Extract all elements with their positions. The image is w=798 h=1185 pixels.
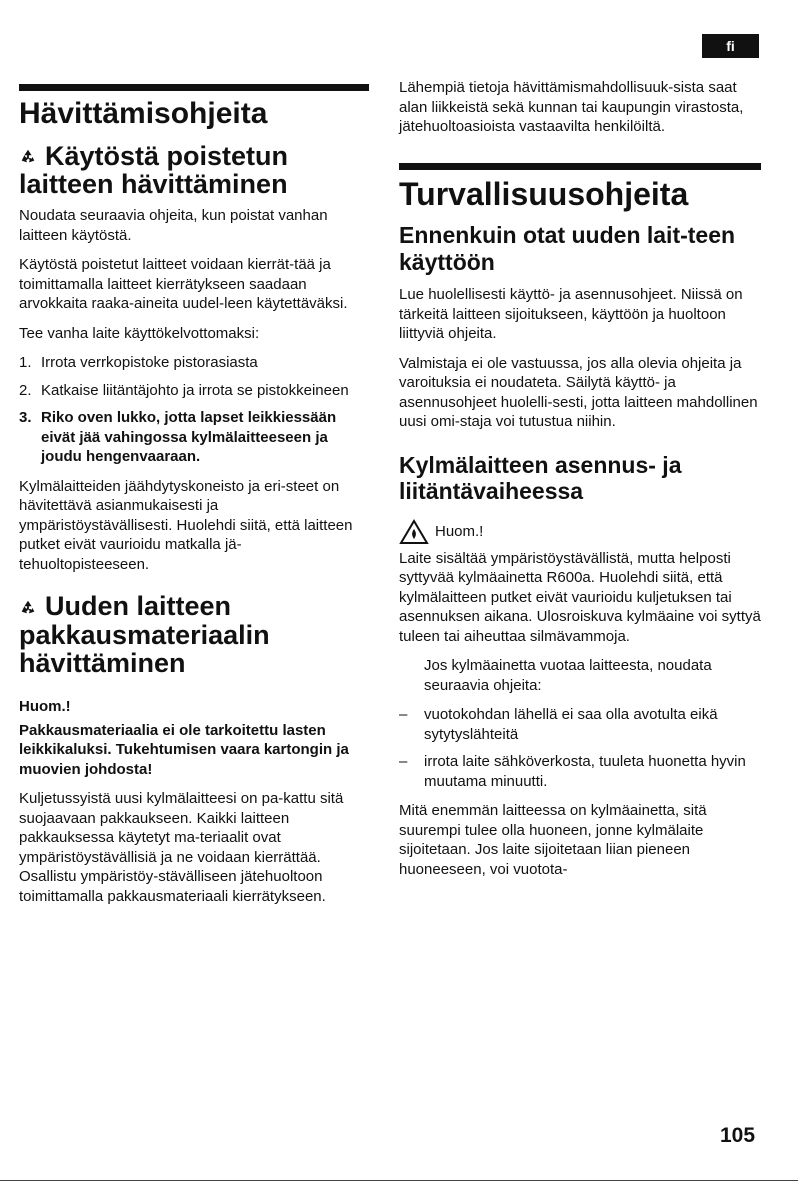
list-item: – irrota laite sähköverkosta, tuuleta huonetta hyvin muutama minuutti. [399,752,761,791]
step-number: 3. [19,409,32,427]
paragraph: Tee vanha laite käyttökelvottomaksi: [19,324,260,342]
list-item-text: vuotokohdan lähellä ei saa olla avotulta eikä sytytyslähteitä [424,706,718,743]
step-text: Irrota verrkopistoke pistorasiasta [41,354,258,372]
right-column [399,78,761,889]
list-item [19,408,369,467]
paragraph: Kuljetussyistä uusi kylmälaitteesi on pa-kattu sitä suojaavaan pakkaukseen. Kaikki laitteen pakkauksessa käytetyt ma-teriaalit ovat ympäristöystävällisiä ja ne voidaan kierrättää. Osallistu ympäristöy-stävälliseen jätehuoltoon toimittamalla pakkausmateriaali kierrätykseen. [19,790,344,905]
paragraph: Käytöstä poistetut laitteet voidaan kierrät-tää ja toimittamalla laitteet kierrätykseen saadaan arvokkaita raaka-aineita uudel-leen käytettäväksi. [19,256,348,313]
step-number: 2. [19,381,32,399]
list-item-text: irrota laite sähköverkosta, tuuleta huonetta hyvin muutama minuutti. [424,753,746,790]
recycle-icon [19,599,37,617]
packaging-heading [19,592,369,677]
flammable-warning-icon [399,519,429,545]
old-appliance-heading [19,142,369,199]
section-rule [19,84,369,91]
step-number: 1. [19,354,32,372]
list-item [19,353,369,373]
notice-label: Huom.! [19,698,71,716]
notice-text: Pakkausmateriaalia ei ole tarkoitettu lasten leikkikaluksi. Tukehtumisen vaara kartongin ja muovien johdosta! [19,721,349,778]
page-edge [0,1180,798,1181]
list-item [19,381,369,401]
paragraph: Mitä enemmän laitteessa on kylmäainetta, sitä suurempi tulee olla huoneen, jonne kylmälaite sijoitetaan. Jos laite sijoitetaan liian pieneen huoneeseen, voi vuotota- [399,802,707,878]
paragraph: Laite sisältää ympäristöystävällistä, mutta helposti syttyvää kylmäainetta R600a. Huolehdi siitä, että kylmälaitteen putket eivät vaurioidu kuljetuksen tai asennuksen aikana. Ulosroiskuva kylmäaine voi syttyä tuleen tai aiheuttaa silmävammoja. [399,549,761,645]
list-item: – vuotokohdan lähellä ei saa olla avotulta eikä sytytyslähteitä [399,705,761,744]
recycle-icon [19,148,37,166]
left-column [19,84,369,916]
language-tab: fi [702,34,759,58]
warning-row [399,519,761,545]
warning-label: Huom.! [435,523,484,541]
step-text: Riko oven lukko, jotta lapset leikkiessään eivät jää vahingossa kylmälaitteeseen ja joudu hengenvaaraan. [41,409,337,466]
dash-list [399,705,761,791]
paragraph: Lähempiä tietoja hävittämismahdollisuuk-sista saat alan liikkeistä sekä kunnan tai kaupungin virastosta, jätehuoltoasioista vastaavilta henkilöiltä. [399,79,744,135]
installation-heading: Kylmälaitteen asennus- ja liitäntävaiheessa [399,451,682,505]
packaging-heading-text: Uuden laitteen pakkausmateriaalin hävittäminen [19,591,270,678]
paragraph: Lue huolellisesti käyttö- ja asennusohjeet. Niissä on tärkeitä laitteen sijoitukseen, käyttöön ja huoltoon liittyviä ohjeita. [399,286,743,343]
step-text: Katkaise liitäntäjohto ja irrota se pistokkeineen [41,381,349,399]
page-number: 105 [720,1124,756,1147]
section-rule [399,163,761,170]
paragraph: Kylmälaitteiden jäähdytyskoneisto ja eri-steet on hävitettävä asianmukaisesti ja ympäristöystävällisesti. Huolehdi siitä, että laitteen putket eivät vaurioidu matkalla jä-tehuoltopisteeseen. [19,477,353,573]
disposal-heading: Hävittämisohjeita [19,97,268,130]
before-use-heading: Ennenkuin otat uuden lait-teen käyttöön [399,222,736,275]
old-appliance-heading-text: Käytöstä poistetun laitteen hävittäminen [19,140,289,199]
steps-list [19,353,369,467]
paragraph: Valmistaja ei ole vastuussa, jos alla olevia ohjeita ja varoituksia ei noudateta. Säilytä käyttö- ja asennusohjeet huolelli-sesti, jotta laitteen mahdollinen uusi omi-staja voi tutustua niihin. [399,354,758,431]
paragraph: Jos kylmäainetta vuotaa laitteesta, noudata seuraavia ohjeita: [424,657,712,694]
paragraph: Noudata seuraavia ohjeita, kun poistat vanhan laitteen käytöstä. [19,207,328,244]
safety-heading: Turvallisuusohjeita [399,175,689,212]
